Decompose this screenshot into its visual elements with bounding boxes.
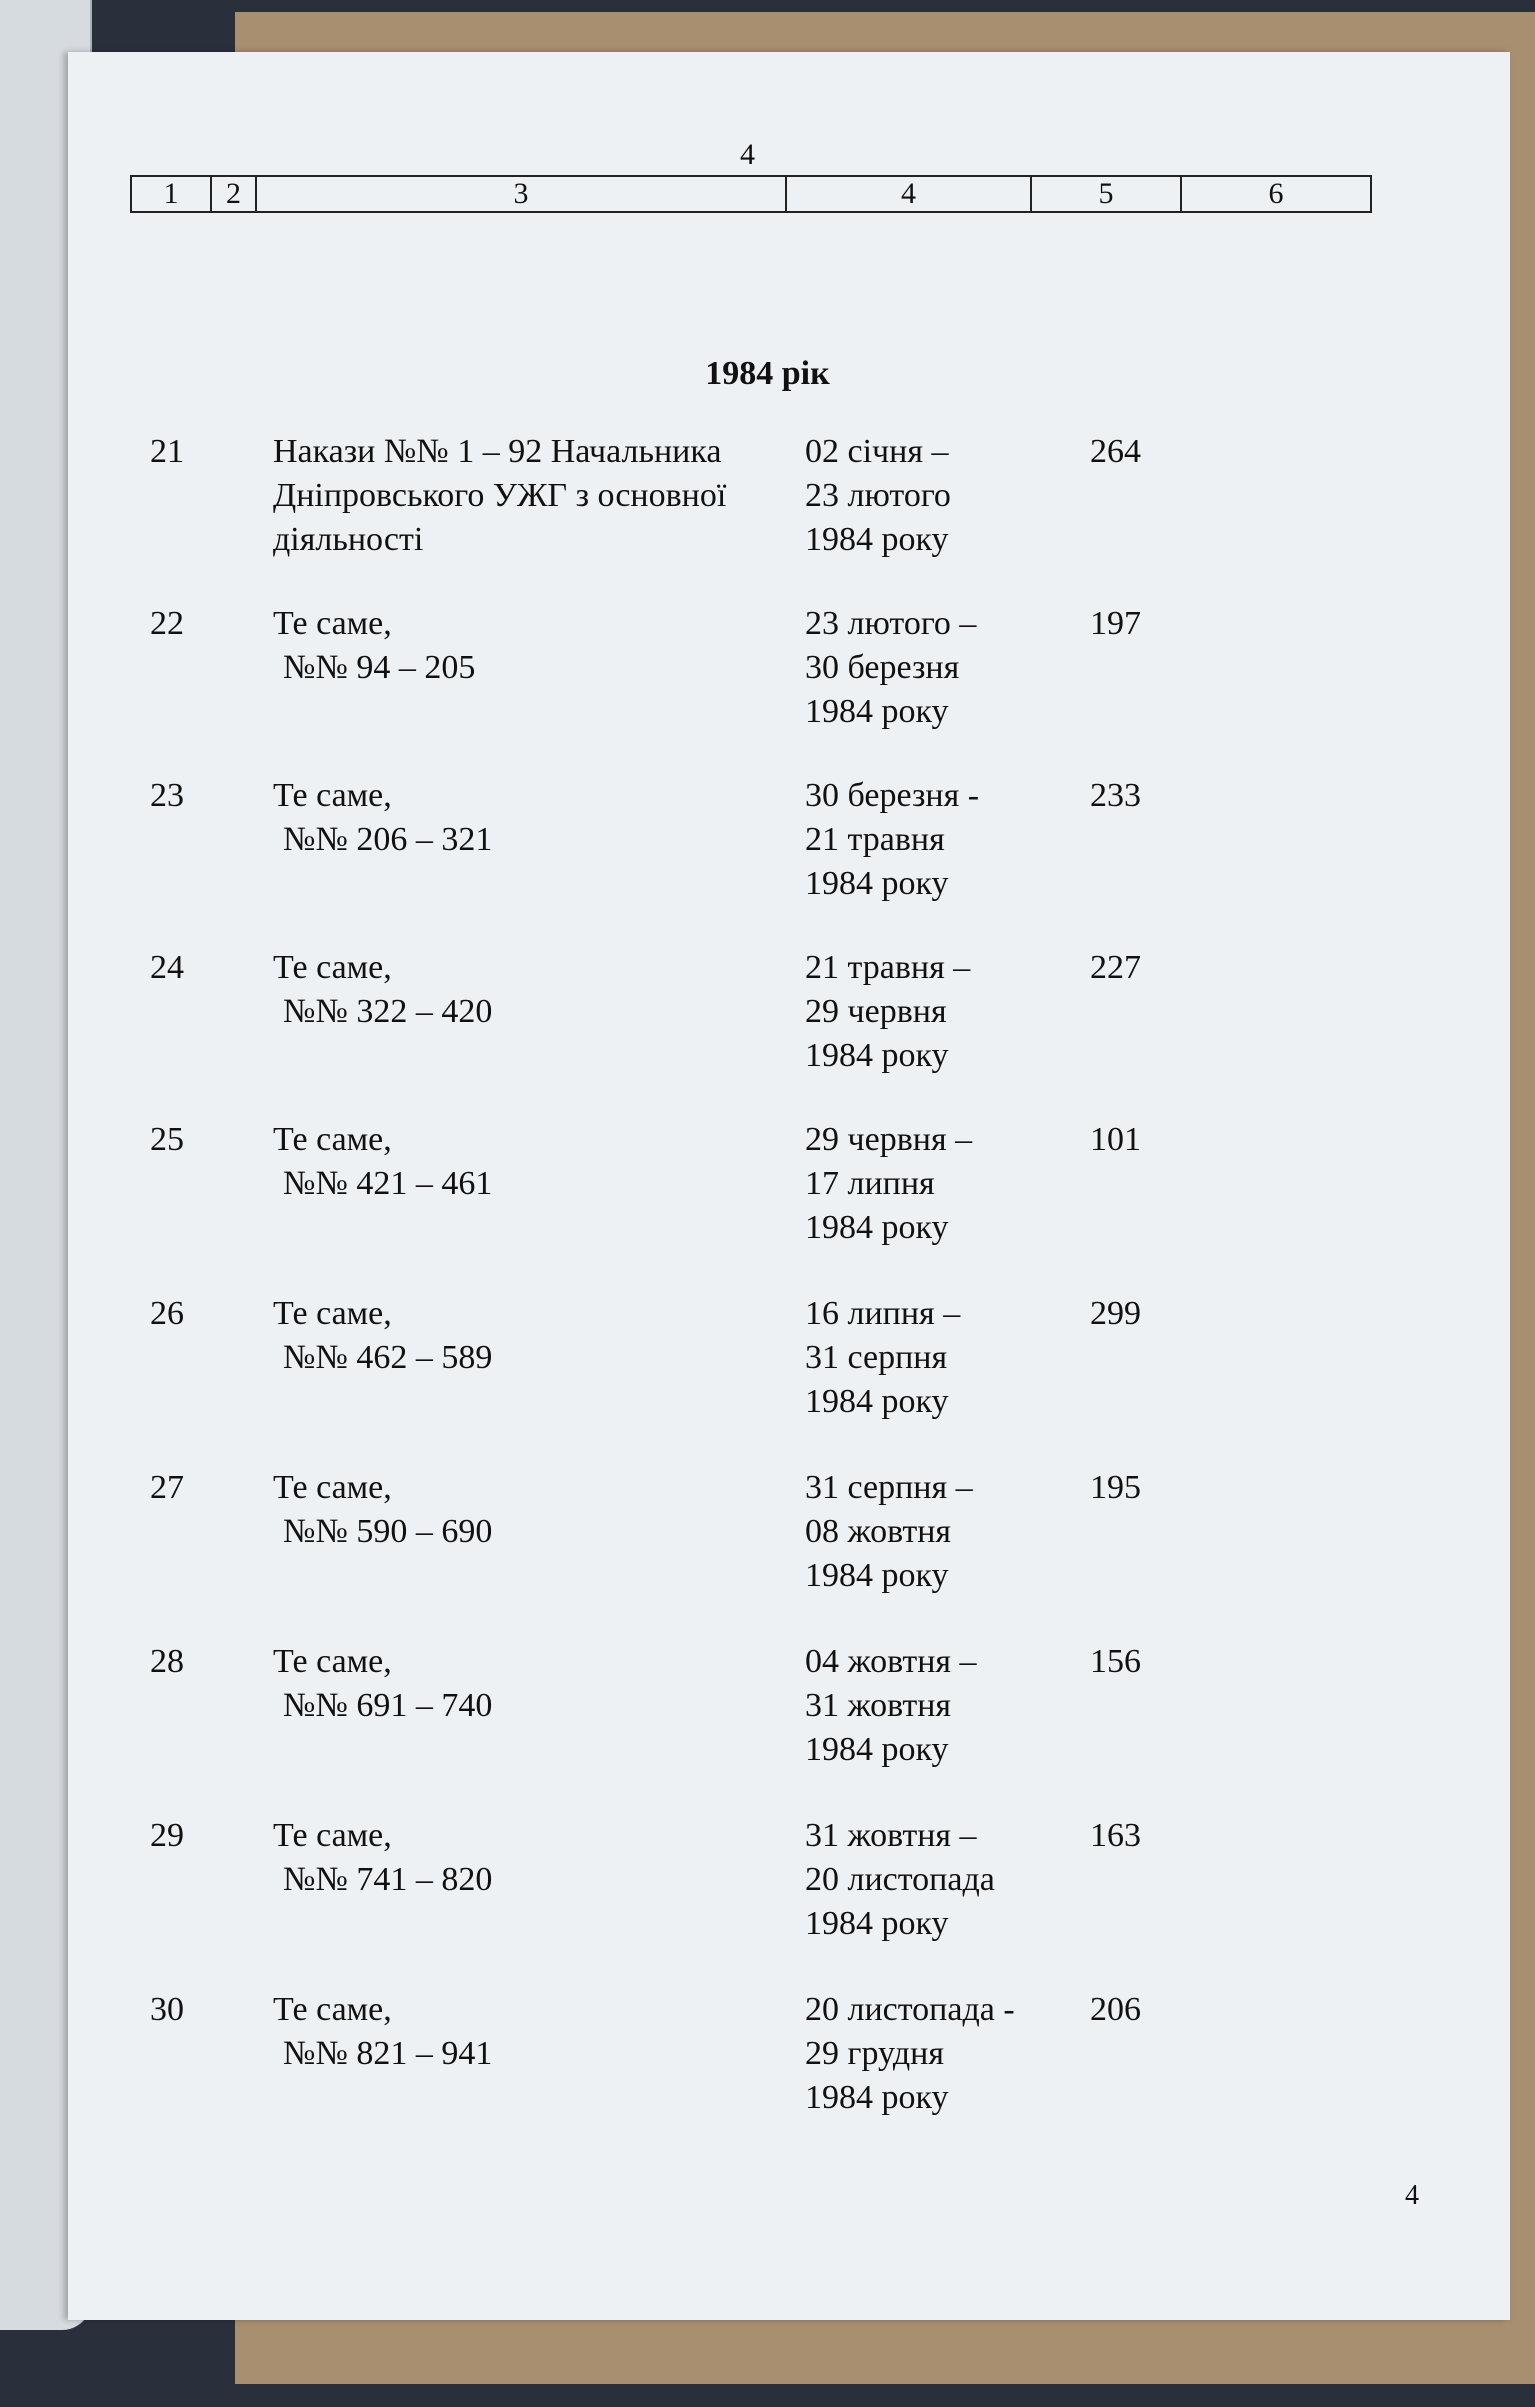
row-dates [805, 774, 1065, 906]
row-date-line: 29 грудня [805, 2035, 944, 2072]
row-date-line: 23 лютого [805, 477, 951, 514]
row-date-line: 21 травня [805, 821, 945, 858]
row-number: 25 [150, 1121, 184, 1158]
row-sheet-count: 101 [1090, 1121, 1141, 1158]
row-title-line: №№ 206 – 321 [283, 821, 493, 858]
row-dates [805, 1292, 1065, 1424]
column-header-1: 1 [132, 177, 212, 211]
row-date-line: 1984 року [805, 865, 949, 902]
row-number: 28 [150, 1643, 184, 1680]
row-dates [805, 602, 1065, 734]
row-sheet-count: 206 [1090, 1991, 1141, 2028]
row-title-line: №№ 741 – 820 [283, 1861, 493, 1898]
row-date-line: 1984 року [805, 1383, 949, 1420]
column-header-4: 4 [787, 177, 1032, 211]
row-date-line: 20 листопада [805, 1861, 995, 1898]
column-header-5: 5 [1032, 177, 1182, 211]
row-number: 23 [150, 777, 184, 814]
row-date-line: 1984 року [805, 1209, 949, 1246]
row-sheet-count: 227 [1090, 949, 1141, 986]
row-date-line: 16 липня – [805, 1295, 961, 1332]
row-date-line: 31 серпня – [805, 1469, 973, 1506]
row-title [273, 1640, 803, 1728]
row-title-line: №№ 691 – 740 [283, 1687, 493, 1724]
row-sheet-count: 195 [1090, 1469, 1141, 1506]
row-number: 26 [150, 1295, 184, 1332]
row-date-line: 31 жовтня [805, 1687, 952, 1724]
row-date-line: 1984 року [805, 521, 949, 558]
row-sheet-count: 299 [1090, 1295, 1141, 1332]
row-date-line: 08 жовтня [805, 1513, 952, 1550]
row-date-line: 31 жовтня – [805, 1817, 977, 1854]
row-date-line: 31 серпня [805, 1339, 948, 1376]
row-title [273, 946, 803, 1034]
row-title-line: №№ 322 – 420 [283, 993, 493, 1030]
row-dates [805, 1814, 1065, 1946]
row-sheet-count: 163 [1090, 1817, 1141, 1854]
row-title-line: Те саме, [273, 1121, 392, 1158]
row-date-line: 1984 року [805, 1557, 949, 1594]
row-sheet-count: 233 [1090, 777, 1141, 814]
column-header-2: 2 [212, 177, 257, 211]
row-date-line: 1984 року [805, 1731, 949, 1768]
row-title [273, 1814, 803, 1902]
row-title-line: Те саме, [273, 949, 392, 986]
row-title-line: Те саме, [273, 1469, 392, 1506]
row-number: 24 [150, 949, 184, 986]
row-number: 21 [150, 433, 184, 470]
row-dates [805, 946, 1065, 1078]
row-title [273, 1988, 803, 2076]
row-date-line: 1984 року [805, 693, 949, 730]
row-title-line: Те саме, [273, 777, 392, 814]
row-title-line: №№ 94 – 205 [283, 649, 476, 686]
row-date-line: 29 червня – [805, 1121, 973, 1158]
page-number-top: 4 [740, 138, 755, 171]
row-dates [805, 1466, 1065, 1598]
row-title-line: діяльності [273, 521, 424, 558]
column-header-3: 3 [257, 177, 787, 211]
row-date-line: 21 травня – [805, 949, 971, 986]
row-number: 22 [150, 605, 184, 642]
row-sheet-count: 264 [1090, 433, 1141, 470]
row-dates [805, 1118, 1065, 1250]
row-dates [805, 1988, 1065, 2120]
row-number: 29 [150, 1817, 184, 1854]
row-dates [805, 1640, 1065, 1772]
row-title-line: №№ 590 – 690 [283, 1513, 493, 1550]
row-dates [805, 430, 1065, 562]
row-title-line: №№ 462 – 589 [283, 1339, 493, 1376]
row-date-line: 1984 року [805, 1037, 949, 1074]
row-title [273, 1118, 803, 1206]
row-date-line: 02 січня – [805, 433, 949, 470]
row-number: 27 [150, 1469, 184, 1506]
year-heading: 1984 рік [705, 355, 830, 392]
row-date-line: 29 червня [805, 993, 947, 1030]
row-title-line: Дніпровського УЖГ з основної [273, 477, 727, 514]
row-title [273, 1292, 803, 1380]
row-sheet-count: 156 [1090, 1643, 1141, 1680]
row-title-line: Те саме, [273, 1991, 392, 2028]
row-title-line: №№ 421 – 461 [283, 1165, 493, 1202]
row-title [273, 1466, 803, 1554]
column-header-row [130, 175, 1372, 213]
row-sheet-count: 197 [1090, 605, 1141, 642]
row-date-line: 30 березня [805, 649, 960, 686]
row-date-line: 20 листопада - [805, 1991, 1015, 2028]
row-date-line: 23 лютого – [805, 605, 977, 642]
row-title-line: Те саме, [273, 1295, 392, 1332]
row-date-line: 17 липня [805, 1165, 935, 1202]
row-title [273, 774, 803, 862]
row-title-line: Те саме, [273, 1643, 392, 1680]
row-title-line: Те саме, [273, 605, 392, 642]
row-title-line: №№ 821 – 941 [283, 2035, 493, 2072]
row-date-line: 30 березня - [805, 777, 980, 814]
row-title [273, 430, 803, 562]
row-date-line: 1984 року [805, 1905, 949, 1942]
page-number-bottom: 4 [1405, 2180, 1419, 2211]
row-title-line: Те саме, [273, 1817, 392, 1854]
row-date-line: 04 жовтня – [805, 1643, 977, 1680]
row-date-line: 1984 року [805, 2079, 949, 2116]
row-number: 30 [150, 1991, 184, 2028]
column-header-6: 6 [1268, 177, 1284, 210]
row-title [273, 602, 803, 690]
row-title-line: Накази №№ 1 – 92 Начальника [273, 433, 722, 470]
